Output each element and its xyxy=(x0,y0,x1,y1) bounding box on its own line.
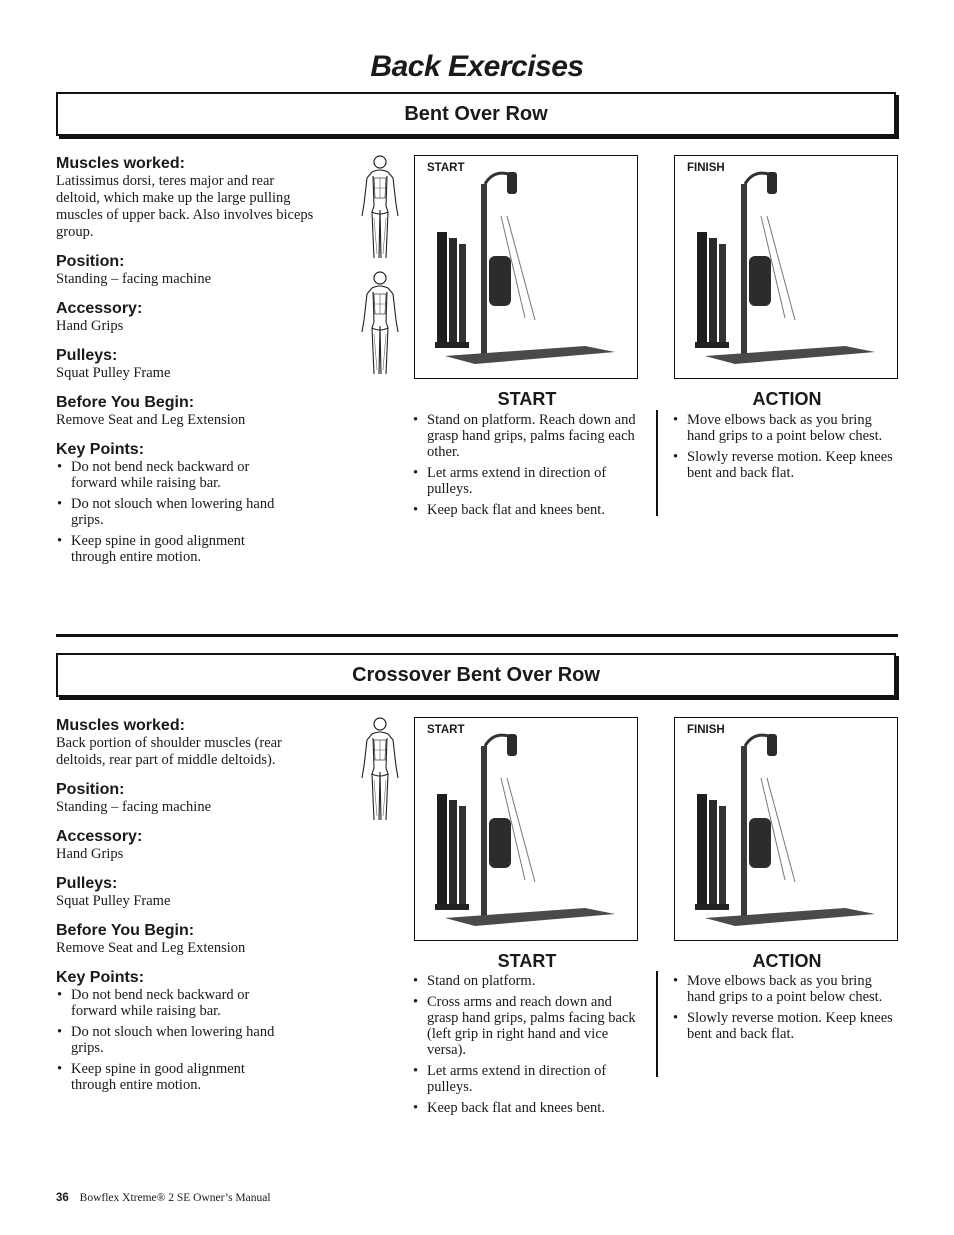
manual-title: Bowflex Xtreme® 2 SE Owner’s Manual xyxy=(79,1192,271,1204)
anatomy-back-figure xyxy=(358,716,402,826)
machine-illustration xyxy=(415,718,637,940)
photo-finish-label: FINISH xyxy=(687,724,725,736)
exercise-1-details xyxy=(56,155,318,570)
exercise-2-start-photo xyxy=(414,717,638,941)
step-item: • Let arms extend in direction of pulleys. xyxy=(413,1063,639,1095)
step-item: • Keep back flat and knees bent. xyxy=(413,502,639,518)
column-divider xyxy=(656,971,658,1077)
muscles-label: Muscles worked: xyxy=(56,717,185,734)
keypoint-item: • Do not bend neck backward or forward while raising bar. xyxy=(56,987,284,1019)
keypoint-item: • Keep spine in good alignment through entire motion. xyxy=(56,1061,284,1093)
pulleys-label: Pulleys: xyxy=(56,347,118,364)
start-steps xyxy=(413,973,639,1121)
before-label: Before You Begin: xyxy=(56,394,195,411)
before-label: Before You Begin: xyxy=(56,922,195,939)
step-item: • Slowly reverse motion. Keep knees bent and back flat. xyxy=(673,1010,899,1042)
machine-illustration xyxy=(415,156,637,378)
photo-start-label: START xyxy=(427,724,465,736)
action-heading: ACTION xyxy=(752,951,822,971)
machine-illustration xyxy=(675,156,897,378)
step-item: • Keep back flat and knees bent. xyxy=(413,1100,639,1116)
step-item: • Cross arms and reach down and grasp hand grips, palms facing back (left grip in right hand and vice versa). xyxy=(413,994,639,1058)
photo-start-label: START xyxy=(427,162,465,174)
step-item: • Move elbows back as you bring hand grips to a point below chest. xyxy=(673,412,899,444)
action-steps xyxy=(673,412,899,486)
anatomy-front-figure xyxy=(358,270,402,380)
page-footer xyxy=(56,1192,271,1204)
column-divider xyxy=(656,410,658,516)
exercise-2-finish-photo xyxy=(674,717,898,941)
exercise-2-title: Crossover Bent Over Row xyxy=(56,653,896,697)
action-steps xyxy=(673,973,899,1047)
step-item: • Let arms extend in direction of pulleys. xyxy=(413,465,639,497)
keypoints-label: Key Points: xyxy=(56,441,145,458)
muscles-text: Back portion of shoulder muscles (rear deltoids, rear part of middle deltoids). xyxy=(56,735,282,768)
before-text: Remove Seat and Leg Extension xyxy=(56,412,246,428)
pulleys-text: Squat Pulley Frame xyxy=(56,893,171,909)
muscles-label: Muscles worked: xyxy=(56,155,185,172)
photo-finish-label: FINISH xyxy=(687,162,725,174)
exercise-1-title: Bent Over Row xyxy=(56,92,896,136)
step-item: • Move elbows back as you bring hand grips to a point below chest. xyxy=(673,973,899,1005)
keypoint-item: • Do not bend neck backward or forward while raising bar. xyxy=(56,459,284,491)
machine-illustration xyxy=(675,718,897,940)
step-item: • Stand on platform. xyxy=(413,973,639,989)
action-heading: ACTION xyxy=(752,389,822,409)
keypoint-item: • Do not slouch when lowering hand grips. xyxy=(56,1024,284,1056)
start-steps xyxy=(413,412,639,523)
page-title: Back Exercises xyxy=(370,50,584,83)
exercise-2-details xyxy=(56,717,318,1098)
position-text: Standing – facing machine xyxy=(56,271,212,287)
before-text: Remove Seat and Leg Extension xyxy=(56,940,246,956)
accessory-text: Hand Grips xyxy=(56,846,124,862)
position-label: Position: xyxy=(56,781,125,798)
step-item: • Stand on platform. Reach down and grasp hand grips, palms facing each other. xyxy=(413,412,639,460)
accessory-label: Accessory: xyxy=(56,828,143,845)
keypoint-item: • Do not slouch when lowering hand grips. xyxy=(56,496,284,528)
position-text: Standing – facing machine xyxy=(56,799,212,815)
muscles-text: Latissimus dorsi, teres major and rear deltoid, which make up the large pulling muscles of upper back. Also involves biceps group. xyxy=(56,173,314,240)
start-heading: START xyxy=(497,389,557,409)
exercise-1-start-photo xyxy=(414,155,638,379)
pulleys-text: Squat Pulley Frame xyxy=(56,365,171,381)
keypoint-item: • Keep spine in good alignment through entire motion. xyxy=(56,533,284,565)
accessory-text: Hand Grips xyxy=(56,318,124,334)
section-divider xyxy=(56,634,898,637)
exercise-1-finish-photo xyxy=(674,155,898,379)
keypoints-label: Key Points: xyxy=(56,969,145,986)
pulleys-label: Pulleys: xyxy=(56,875,118,892)
accessory-label: Accessory: xyxy=(56,300,143,317)
position-label: Position: xyxy=(56,253,125,270)
step-item: • Slowly reverse motion. Keep knees bent and back flat. xyxy=(673,449,899,481)
keypoints-list xyxy=(56,987,284,1093)
anatomy-back-figure xyxy=(358,154,402,264)
page-number: 36 xyxy=(56,1192,69,1204)
start-heading: START xyxy=(497,951,557,971)
keypoints-list xyxy=(56,459,284,565)
